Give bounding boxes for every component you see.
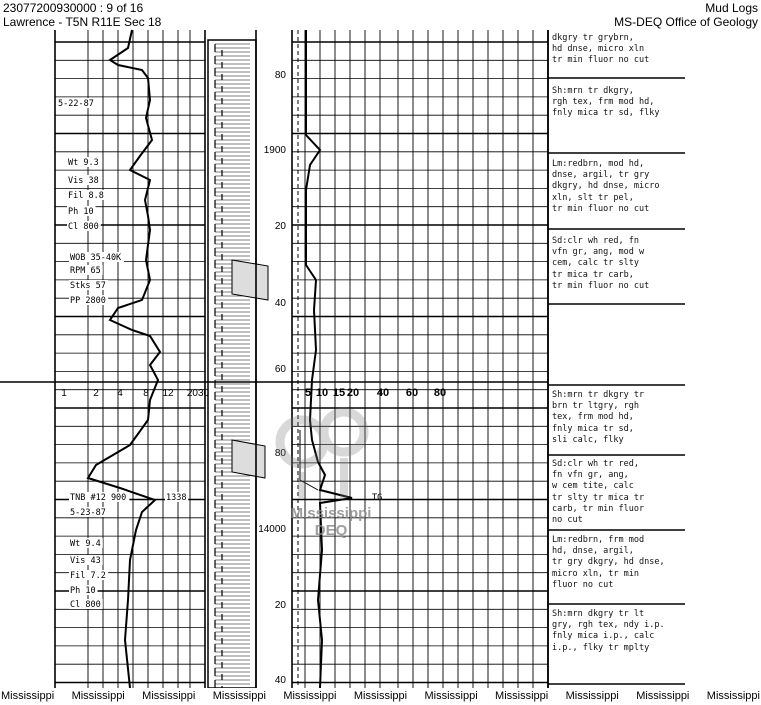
gas-scale-label: 20 [346,387,360,399]
footer-word: Mississippi [212,690,266,702]
depth-label: 20 [274,221,286,232]
annotation-vis2: Vis 43 [70,556,101,566]
footer-word: Mississippi [636,690,690,702]
lithology-desc-8: Sh:mrn dkgry tr lt gry, rgh tex, ndy i.p. fnly mica i.p., calc i.p., flky tr mplty [552,609,665,653]
footer-word: Mississippi [424,690,478,702]
lithology-desc-2: Sh:mrn tr dkgry, rgh tex, frm mod hd, fnly mica tr sd, flky [552,86,660,119]
left-scale-label: 2030 [186,388,210,399]
annotation-fil1: Fil 8.8 [68,191,104,201]
annotation-stks: Stks 57 [70,281,106,291]
annotation-rpm: RPM 65 [70,266,101,276]
footer-word: Mississippi [706,690,760,702]
left-scale-label: 8 [143,388,149,399]
depth-label: 60 [274,364,286,375]
agency-name: MS-DEQ Office of Geology [614,15,758,29]
depth-label: 80 [274,448,286,459]
lithology-desc-3: Lm:redbrn, mod hd, dnse, argil, tr gry dkgry, hd dnse, micro xln, slt tr pel, tr min fluor no cut [552,159,660,214]
gas-scale-label: 10 [315,387,329,399]
gas-curve [306,30,352,688]
footer-word: Mississippi [1,690,55,702]
document-id: 23077200930000 : 9 of 16 [3,1,144,15]
lithology-desc-7: Lm:redbrn, frm mod hd, dnse, argil, tr gry dkgry, hd dnse, micro xln, tr min fluor no cut [552,535,665,590]
annotation-ph2: Ph 10 [70,586,96,596]
annotation-fil2: Fil 7.2 [70,571,106,581]
annotation-tnb-depth: 1338 [166,493,187,503]
annotation-tg: TG [372,493,383,503]
annotation-vis1: Vis 38 [68,176,99,186]
annotation-ph1: Ph 10 [68,207,94,217]
gas-scale-label: 80 [433,387,447,399]
lithology-desc-6: Sd:clr wh tr red, fn vfn gr, ang, w cem tite, calc tr slty tr mica tr carb, tr min fluor no cut [552,459,645,526]
depth-label: 40 [274,675,286,686]
lithology-desc-4: Sd:clr wh red, fn vfn gr, ang, mod w cem, calc tr slty tr mica tr carb, tr min fluor no cut [552,236,650,291]
annotation-wt2: Wt 9.4 [70,539,101,549]
depth-label: 20 [274,600,286,611]
depth-label: 40 [274,298,286,309]
depth-label: 80 [274,70,286,81]
annotation-date1: 5-22-87 [58,99,94,109]
annotation-cl1: Cl 800 [68,222,99,232]
footer-word: Mississippi [283,690,337,702]
annotation-tnb: TNB #12 900 [70,493,127,503]
gas-scale-label: 5 [304,387,312,399]
gas-scale-label: 60 [405,387,419,399]
sand-lithology-patch [232,260,268,300]
annotation-cl2: Cl 800 [70,600,101,610]
footer-watermark-row [0,688,761,705]
left-scale-label: 2 [93,388,99,399]
left-scale-label: 12 [162,388,174,399]
footer-word: Mississippi [71,690,125,702]
annotation-wob: WOB 35-40K [70,253,122,263]
footer-word: Mississippi [495,690,549,702]
depth-label: 14000 [258,524,286,535]
lithology-desc-1: dkgry tr grybrn, hd dnse, micro xln tr min fluor no cut [552,33,650,66]
lithology-desc-5: Sh:mrn tr dkgry tr brn tr ltgry, rgh tex, frm mod hd, fnly mica tr sd, sli calc, flky [552,390,645,445]
watermark-text: Mississippi DEQ [290,505,372,539]
left-scale-label: 1 [61,388,67,399]
annotation-pp: PP 2800 [70,296,106,306]
gas-scale-label: 40 [376,387,390,399]
depth-label: 1900 [263,145,286,156]
footer-word: Mississippi [142,690,196,702]
footer-word: Mississippi [353,690,408,702]
well-location: Lawrence - T5N R11E Sec 18 [3,15,162,29]
annotation-wt1: Wt 9.3 [68,158,99,168]
left-scale-label: 4 [117,388,123,399]
rop-curve [88,30,160,688]
log-type: Mud Logs [705,1,758,15]
footer-word: Mississippi [565,690,619,702]
sand-lithology-patch [232,440,265,478]
annotation-date2: 5-23-87 [70,508,106,518]
gas-scale-label: 15 [332,387,346,399]
